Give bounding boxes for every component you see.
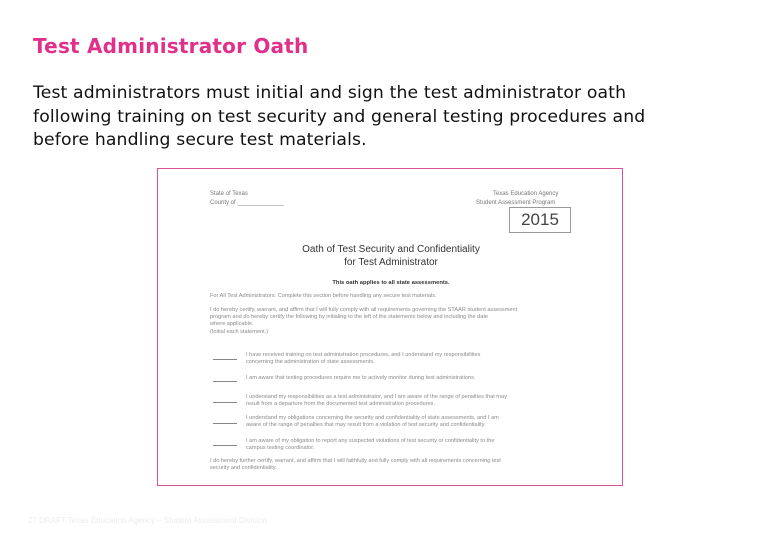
doc-certify-line: program and do hereby certify the following by initialing to the left of the statements below and including the date xyxy=(210,314,488,320)
doc-certify-line: I do hereby certify, warrant, and affirm that I will fully comply with all requirements governing the STAAR student assessment xyxy=(210,307,518,313)
doc-county: County of ______________ xyxy=(210,200,285,206)
doc-statement-line: concerning the administration of state assessments. xyxy=(246,359,375,365)
doc-closing-line: I do hereby further certify, warrant, and affirm that I will faithfully and fully comply with all requirements concerning test xyxy=(210,458,501,464)
initial-blank xyxy=(213,359,237,360)
doc-statement-line: result from a departure from the documented test administration procedures. xyxy=(246,401,436,407)
intro-line: Test administrators must initial and sign the test administrator oath xyxy=(33,83,627,103)
doc-statement-line: I have received training on test administration procedures, and I understand my responsibilities xyxy=(246,352,481,358)
doc-statement-line: aware of the range of penalties that may result from a violation of test security and confidentiality. xyxy=(246,422,486,428)
doc-certify-line: where applicable. xyxy=(210,321,254,327)
slide-title: Test Administrator Oath xyxy=(33,34,309,58)
doc-state: State of Texas xyxy=(210,191,248,197)
oath-document xyxy=(158,169,622,485)
doc-statement-line: I understand my obligations concerning the security and confidentiality of state assessments, and I am xyxy=(246,415,499,421)
doc-statement-line: I am aware that testing procedures require me to actively monitor during test administrations. xyxy=(246,375,476,381)
doc-title-line2: for Test Administrator xyxy=(344,257,438,268)
doc-statement-line: campus testing coordinator. xyxy=(246,445,315,451)
doc-statement-line: I am aware of my obligation to report any suspected violations of test security or confidentiality to the xyxy=(246,438,495,444)
doc-initial-note: (Initial each statement.) xyxy=(210,329,269,335)
intro-paragraph xyxy=(33,82,753,153)
initial-blank xyxy=(213,445,237,446)
doc-program: Student Assessment Program xyxy=(476,200,556,206)
doc-title-line1: Oath of Test Security and Confidentiality xyxy=(302,244,480,255)
doc-year-box: 2015 xyxy=(509,207,571,233)
initial-blank xyxy=(213,402,237,403)
initial-blank xyxy=(213,381,237,382)
slide-footer: 27 DRAFT Texas Education Agency – Student Assessment Division xyxy=(28,516,267,525)
doc-agency: Texas Education Agency xyxy=(493,191,559,197)
oath-document-image xyxy=(157,168,623,486)
doc-applies: This oath applies to all state assessments. xyxy=(332,280,450,286)
intro-line: before handling secure test materials. xyxy=(33,130,367,150)
doc-for-all: For All Test Administrators: Complete this section before handling any secure test materials. xyxy=(210,293,437,299)
doc-statement-line: I understand my responsibilities as a test administrator, and I am aware of the range of penalties that may xyxy=(246,394,507,400)
doc-closing-line: security and confidentiality. xyxy=(210,465,277,471)
intro-line: following training on test security and general testing procedures and xyxy=(33,106,646,127)
initial-blank xyxy=(213,423,237,424)
